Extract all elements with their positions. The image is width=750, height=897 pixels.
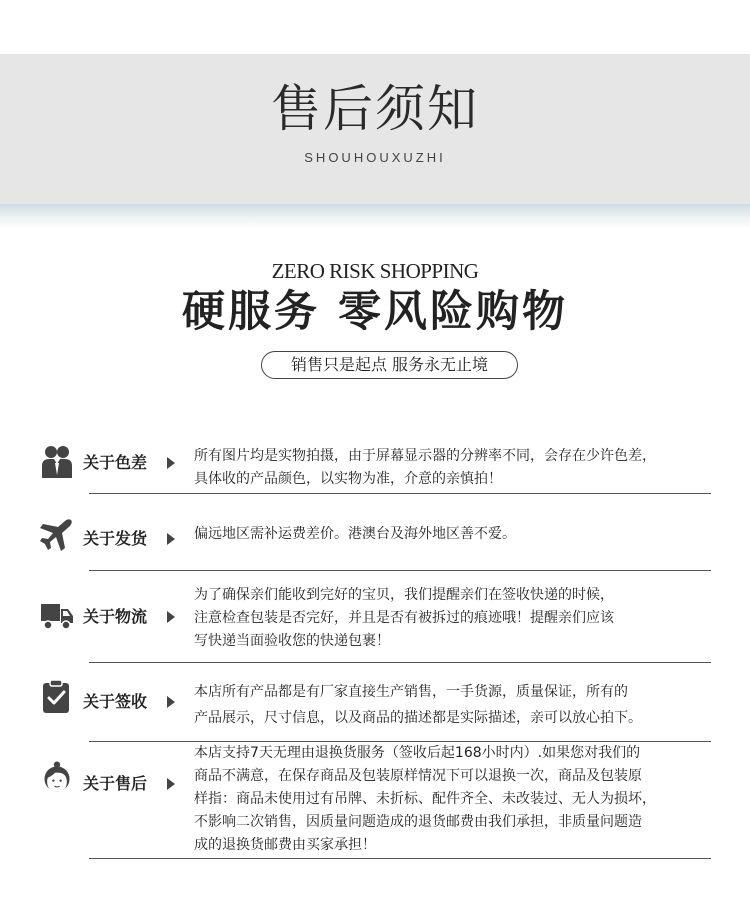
section-text xyxy=(194,681,714,730)
section-text xyxy=(194,523,714,546)
text-line: 本店所有产品都是有厂家直接生产销售，一手货源，质量保证，所有的 xyxy=(194,684,628,700)
airplane-icon xyxy=(40,518,74,552)
service-woman-icon xyxy=(40,761,74,795)
divider xyxy=(89,493,711,494)
divider xyxy=(89,858,711,859)
text-line: 商品不满意，在保存商品及包装原样情况下可以退换一次，商品及包装原 xyxy=(194,768,642,784)
text-line: 写快递当面验收您的快递包裹！ xyxy=(194,633,390,649)
page-title: 售后须知 xyxy=(271,80,479,138)
arrow-right-icon xyxy=(167,778,175,790)
arrow-right-icon xyxy=(167,533,175,545)
arrow-right-icon xyxy=(167,457,175,469)
banner-shadow xyxy=(0,204,750,230)
promo-english: ZERO RISK SHOPPING xyxy=(271,259,479,283)
text-line: 本店支持7天无理由退换货服务（签收后起168小时内）.如果您对我们的 xyxy=(194,745,641,761)
section-label: 关于发货 xyxy=(83,529,148,548)
truck-icon xyxy=(40,598,74,632)
section-text xyxy=(194,742,714,857)
arrow-right-icon xyxy=(167,611,175,623)
divider xyxy=(89,570,711,571)
text-line: 成的退换货邮费由买家承担！ xyxy=(194,837,376,853)
section-text xyxy=(194,584,714,653)
divider xyxy=(89,662,711,663)
arrow-right-icon xyxy=(167,696,175,708)
text-line: 注意检查包装是否完好，并且是否有被拆过的痕迹哦！提醒亲们应该 xyxy=(194,610,614,626)
promo-headline: 硬服务 零风险购物 xyxy=(182,287,568,337)
text-line: 所有图片均是实物拍摄，由于屏幕显示器的分辨率不同，会存在少许色差， xyxy=(194,448,656,464)
page-subtitle: SHOUHOUXUZHI xyxy=(304,150,446,165)
clipboard-check-icon xyxy=(40,680,74,714)
section-label: 关于签收 xyxy=(83,692,148,711)
section-label: 关于物流 xyxy=(83,607,148,626)
text-line: 具体收的产品颜色，以实物为准，介意的亲慎拍！ xyxy=(194,471,502,487)
text-line: 偏远地区需补运费差价。港澳台及海外地区善不爱。 xyxy=(194,526,516,542)
people-icon xyxy=(40,444,74,478)
text-line: 样指：商品未使用过有吊牌、未折标、配件齐全、未改装过、无人为损坏， xyxy=(194,791,656,807)
text-line: 为了确保亲们能收到完好的宝贝，我们提醒亲们在签收快递的时候， xyxy=(194,587,614,603)
text-line: 产品展示，尺寸信息，以及商品的描述都是实际描述，亲可以放心拍下。 xyxy=(194,710,642,726)
section-label: 关于售后 xyxy=(83,774,148,793)
promo-tagline: 销售只是起点 服务永无止境 xyxy=(261,351,518,379)
section-text xyxy=(194,445,714,491)
text-line: 不影响二次销售，因质量问题造成的退货邮费由我们承担，非质量问题造 xyxy=(194,814,642,830)
section-label: 关于色差 xyxy=(83,453,148,472)
